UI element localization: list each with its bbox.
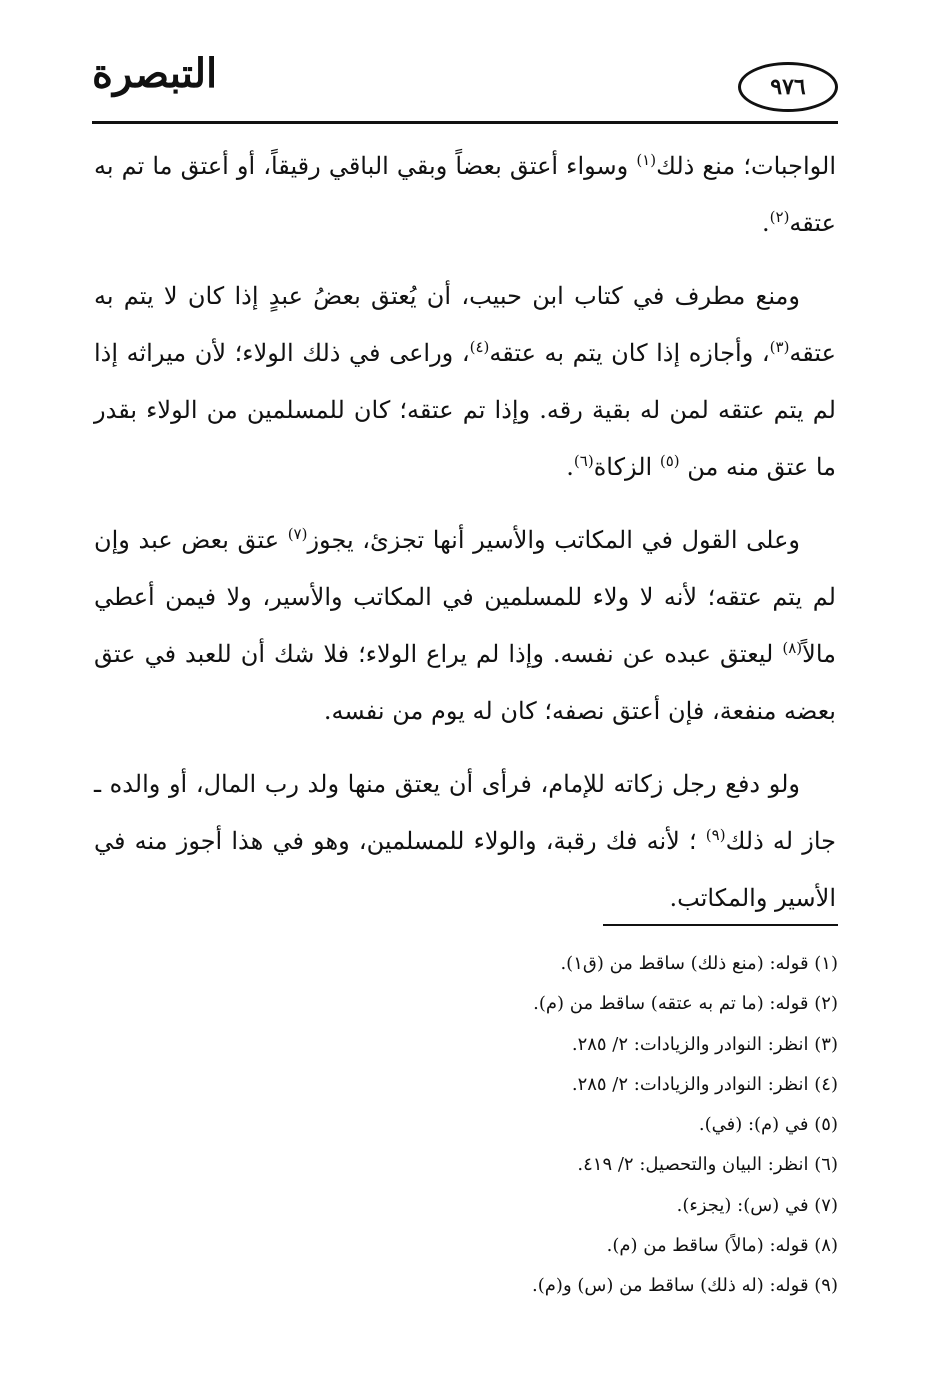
paragraph-text: ليعتق عبده عن نفسه. وإذا لم يراع الولاء؛ فلا شك أن للعبد في عتق بعضه منفعة، فإن أعتق نصفه؛ كان له يوم من نفسه. <box>94 640 836 725</box>
paragraph <box>94 138 836 252</box>
paragraph-text: ؛ لأنه فك رقبة، والولاء للمسلمين، وهو في هذا أجوز منه في الأسير والمكاتب. <box>94 827 836 912</box>
paragraph <box>94 756 836 927</box>
paragraph <box>94 268 836 496</box>
paragraph-text: وعلى القول في المكاتب والأسير أنها تجزئ، يجوز <box>307 526 801 554</box>
footnotes <box>100 944 838 1307</box>
footnote-reference: (٦) <box>573 452 594 470</box>
page-number-badge <box>738 62 838 112</box>
footnote-item: (٤) انظر: النوادر والزيادات: ٢/ ٢٨٥. <box>571 1073 838 1095</box>
book-title: التبصرة <box>92 50 218 97</box>
footnote-reference: (٤) <box>469 338 490 356</box>
paragraph-text: ، وأجازه إذا كان يتم به عتقه <box>489 339 770 367</box>
footnote-reference: (٢) <box>769 208 790 226</box>
paragraph-text: عتق بعض عبد وإن لم يتم عتقه؛ لأنه لا ولاء للمسلمين في المكاتب والأسير، ولا فيمن أعطي مالاً <box>94 526 836 668</box>
paragraph-text: ومنع مطرف في كتاب ابن حبيب، أن يُعتق بعضُ عبدٍ إذا كان لا يتم به عتقه <box>94 282 836 367</box>
paragraph-text: ، وراعى في ذلك الولاء؛ لأن ميراثه إذا لم يتم عتقه لمن له بقية رقه. وإذا تم عتقه؛ كان للمسلمين من الولاء بقدر ما عتق منه من <box>94 339 836 481</box>
footnote-separator <box>603 924 838 926</box>
footnote-item: (٦) انظر: البيان والتحصيل: ٢/ ٤١٩. <box>577 1154 838 1176</box>
footnote-reference: (٥) <box>659 452 680 470</box>
paragraph-text: الزكاة <box>593 453 660 481</box>
header-rule <box>92 121 838 124</box>
paragraph-text: . <box>566 453 574 481</box>
footnote-item: (٧) في (س): (يجزء). <box>676 1194 838 1216</box>
page-header <box>92 40 838 124</box>
paragraph <box>94 512 836 740</box>
footnote-item: (١) قوله: (منع ذلك) ساقط من (ق١). <box>560 953 838 974</box>
footnote-reference: (١) <box>636 151 657 169</box>
paragraph-text: ولو دفع رجل زكاته للإمام، فرأى أن يعتق منها ولد رب المال، أو والده ـ جاز له ذلك <box>94 770 836 855</box>
footnote-reference: (٣) <box>769 338 790 356</box>
footnote-item: (٣) انظر: النوادر والزيادات: ٢/ ٢٨٥. <box>571 1033 838 1055</box>
paragraph-text: الواجبات؛ منع ذلك <box>656 152 837 180</box>
footnote-reference: (٨) <box>782 639 803 657</box>
footnote-item: (٢) قوله: (ما تم به عتقه) ساقط من (م). <box>533 993 838 1015</box>
page-number: ٩٧٦ <box>770 74 806 100</box>
footnote-reference: (٧) <box>287 525 308 543</box>
footnote-reference: (٩) <box>705 826 726 844</box>
footnote-item: (٨) قوله: (مالاً) ساقط من (م). <box>606 1235 838 1257</box>
paragraph-text: وسواء أعتق بعضاً وبقي الباقي رقيقاً، أو أعتق ما تم به عتقه <box>94 152 836 237</box>
footnote-item: (٥) في (م): (في). <box>698 1114 838 1136</box>
paragraph-text: . <box>762 209 770 237</box>
footnote-item: (٩) قوله: (له ذلك) ساقط من (س) و(م). <box>532 1275 838 1297</box>
main-text <box>94 138 836 943</box>
